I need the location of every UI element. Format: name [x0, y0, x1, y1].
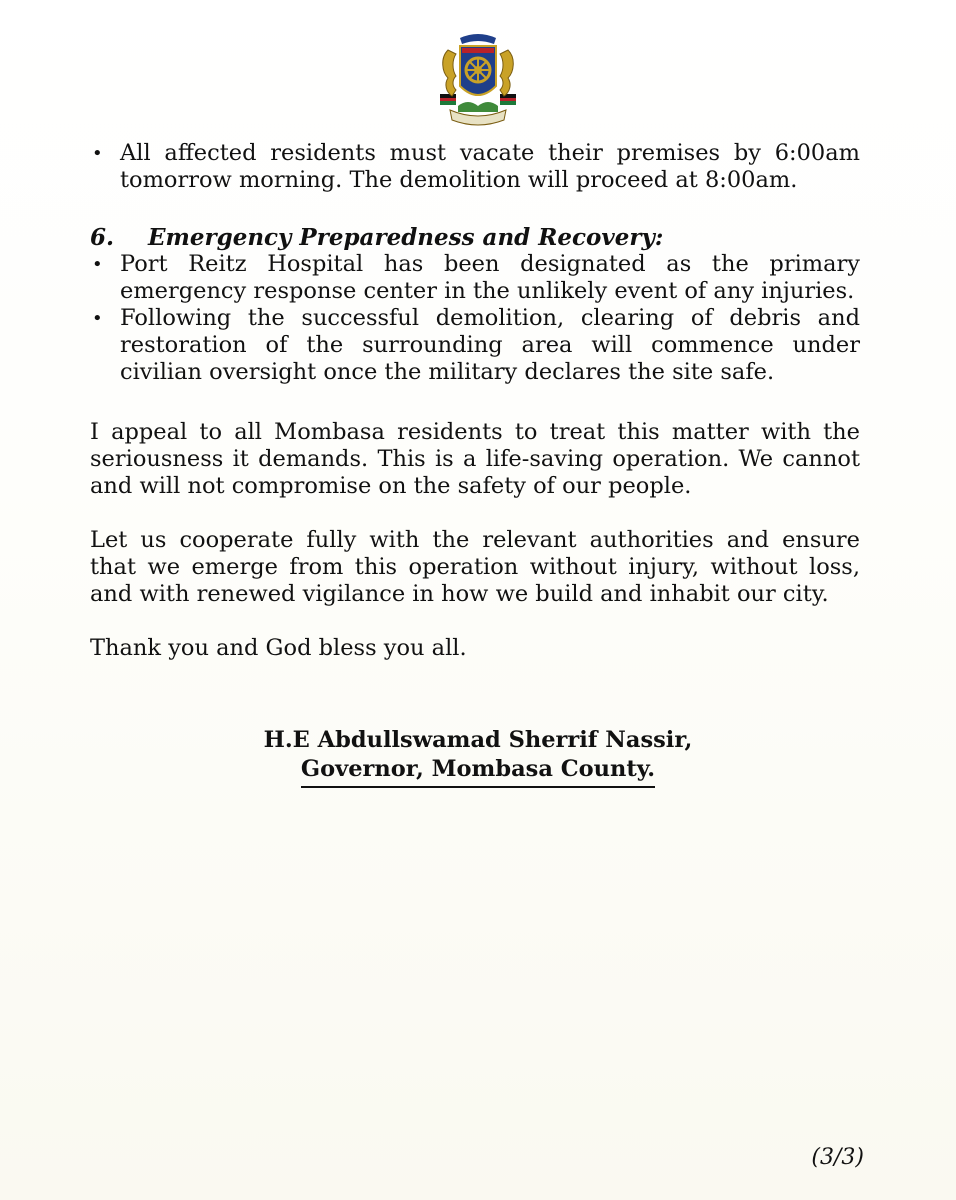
bullet-item [90, 305, 860, 386]
bullet-text: All affected residents must vacate their premises by 6:00am tomorrow morning. The demolition will proceed at 8:00am. [120, 140, 860, 193]
paragraph-cooperate: Let us cooperate fully with the relevant authorities and ensure that we emerge from this operation without injury, without loss, and with renewed vigilance in how we build and inhabit our city. [90, 527, 860, 607]
bullet-item [90, 140, 860, 194]
section-number: 6. [90, 224, 115, 251]
bullet-icon: • [92, 254, 103, 275]
mombasa-county-crest-icon [432, 28, 524, 132]
section-title: Emergency Preparedness and Recovery: [148, 224, 664, 251]
bullet-item [90, 251, 860, 305]
bullet-icon: • [92, 143, 103, 164]
signatory-name: H.E Abdullswamad Sherrif Nassir, [263, 727, 693, 753]
bullet-text: Following the successful demolition, clearing of debris and restoration of the surrounding area will commence under civilian oversight once the military declares the site safe. [120, 305, 860, 385]
signature-block [0, 726, 956, 788]
signatory-title: Governor, Mombasa County. [301, 755, 655, 788]
bullet-list-section [90, 251, 860, 386]
bullet-list-top [90, 140, 860, 194]
bullet-icon: • [92, 308, 103, 329]
page-number: (3/3) [811, 1145, 864, 1170]
paragraph-thanks: Thank you and God bless you all. [90, 635, 467, 661]
bullet-text: Port Reitz Hospital has been designated as the primary emergency response center in the unlikely event of any injuries. [120, 251, 860, 304]
document-body [90, 140, 860, 662]
paragraph-appeal: I appeal to all Mombasa residents to treat this matter with the seriousness it demands. This is a life-saving operation. We cannot and will not compromise on the safety of our people. [90, 419, 860, 499]
section-heading [90, 224, 860, 251]
